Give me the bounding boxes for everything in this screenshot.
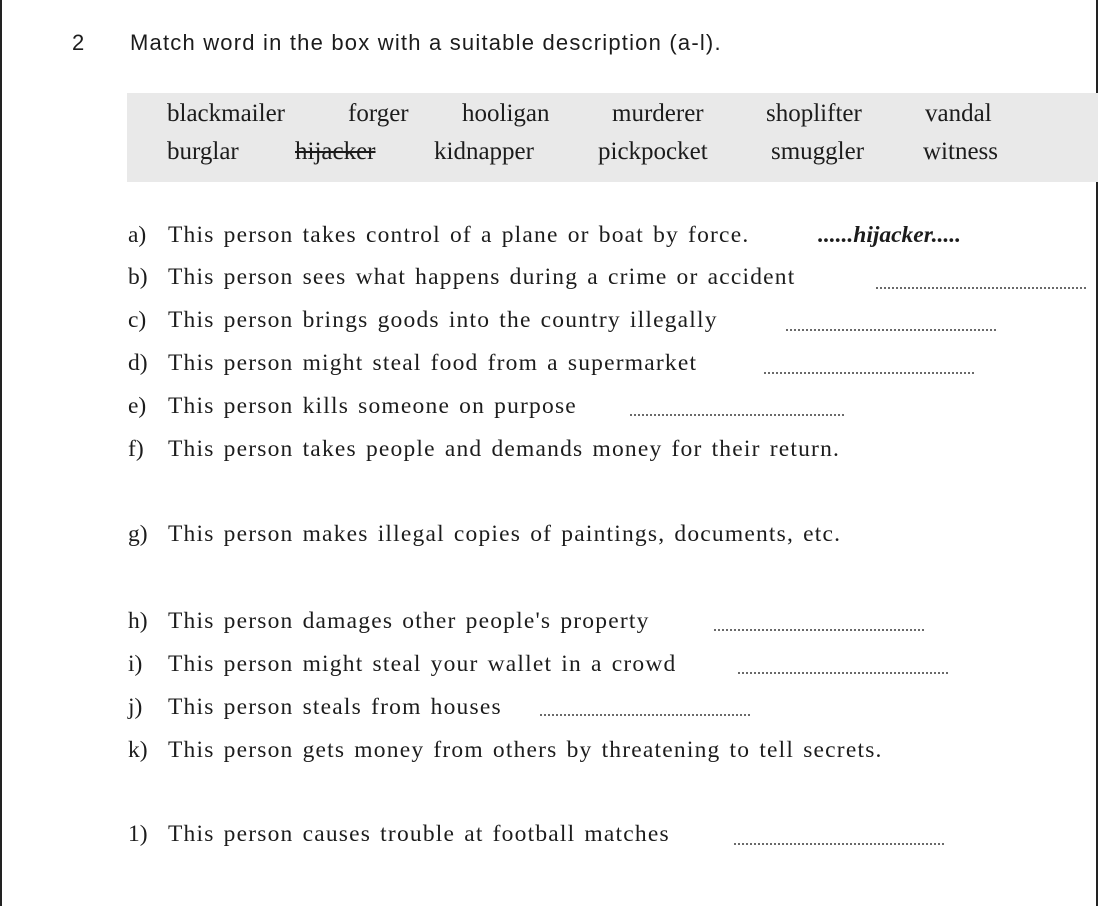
item-text: This person steals from houses bbox=[168, 694, 502, 720]
item-k bbox=[128, 737, 883, 764]
item-d bbox=[128, 350, 697, 377]
answer-blank-b[interactable] bbox=[876, 287, 1086, 289]
answer-blank-i[interactable] bbox=[738, 672, 948, 674]
item-letter: g) bbox=[128, 521, 148, 547]
word-witness: witness bbox=[923, 138, 998, 165]
item-letter: f) bbox=[128, 436, 144, 462]
page-left-border bbox=[0, 0, 2, 906]
item-text: This person might steal your wallet in a crowd bbox=[168, 651, 677, 677]
item-i bbox=[128, 651, 676, 678]
item-letter: j) bbox=[128, 694, 143, 720]
answer-blank-c[interactable] bbox=[786, 329, 996, 331]
item-letter: k) bbox=[128, 737, 148, 763]
item-letter: i) bbox=[128, 651, 143, 677]
answer-blank-e[interactable] bbox=[630, 414, 844, 416]
word-hooligan: hooligan bbox=[462, 100, 550, 127]
item-h bbox=[128, 608, 650, 635]
item-text: This person gets money from others by threatening to tell secrets. bbox=[168, 737, 883, 763]
word-vandal: vandal bbox=[925, 100, 992, 127]
answer-blank-h[interactable] bbox=[714, 629, 924, 631]
answer-blank-j[interactable] bbox=[540, 714, 750, 716]
item-f bbox=[128, 436, 840, 463]
word-murderer: murderer bbox=[612, 100, 704, 127]
item-text: This person sees what happens during a crime or accident bbox=[168, 264, 796, 290]
answer-blank-d[interactable] bbox=[764, 372, 974, 374]
item-g bbox=[128, 521, 841, 548]
answer-blank-l[interactable] bbox=[734, 843, 944, 845]
answer-a: ......hijacker..... bbox=[818, 222, 961, 248]
word-hijacker-crossed-out: hijacker bbox=[295, 138, 376, 165]
item-letter: e) bbox=[128, 393, 147, 419]
item-letter: a) bbox=[128, 222, 147, 248]
word-box bbox=[127, 93, 1098, 182]
item-text: This person damages other people's property bbox=[168, 608, 650, 634]
item-b bbox=[128, 264, 795, 291]
exercise-instruction: Match word in the box with a suitable description (a-l). bbox=[130, 30, 722, 55]
word-forger: forger bbox=[348, 100, 409, 127]
word-smuggler: smuggler bbox=[771, 138, 865, 165]
item-j bbox=[128, 694, 502, 721]
item-letter: c) bbox=[128, 307, 147, 333]
word-burglar: burglar bbox=[167, 138, 239, 165]
item-e bbox=[128, 393, 577, 420]
item-text: This person brings goods into the country illegally bbox=[168, 307, 718, 333]
exercise-number: 2 bbox=[72, 30, 85, 55]
item-letter: h) bbox=[128, 608, 148, 634]
word-kidnapper: kidnapper bbox=[434, 138, 534, 165]
word-blackmailer: blackmailer bbox=[167, 100, 285, 127]
item-l bbox=[128, 821, 670, 848]
item-a bbox=[128, 222, 749, 249]
item-text: This person takes control of a plane or boat by force. bbox=[168, 222, 750, 248]
item-text: This person takes people and demands money for their return. bbox=[168, 436, 841, 462]
word-shoplifter: shoplifter bbox=[766, 100, 862, 127]
item-text: This person might steal food from a supermarket bbox=[168, 350, 698, 376]
item-text: This person makes illegal copies of paintings, documents, etc. bbox=[168, 521, 842, 547]
item-c bbox=[128, 307, 718, 334]
item-text: This person causes trouble at football matches bbox=[168, 821, 670, 847]
word-pickpocket: pickpocket bbox=[598, 138, 708, 165]
item-letter: b) bbox=[128, 264, 148, 290]
item-letter: 1) bbox=[128, 821, 148, 847]
item-text: This person kills someone on purpose bbox=[168, 393, 577, 419]
item-letter: d) bbox=[128, 350, 148, 376]
